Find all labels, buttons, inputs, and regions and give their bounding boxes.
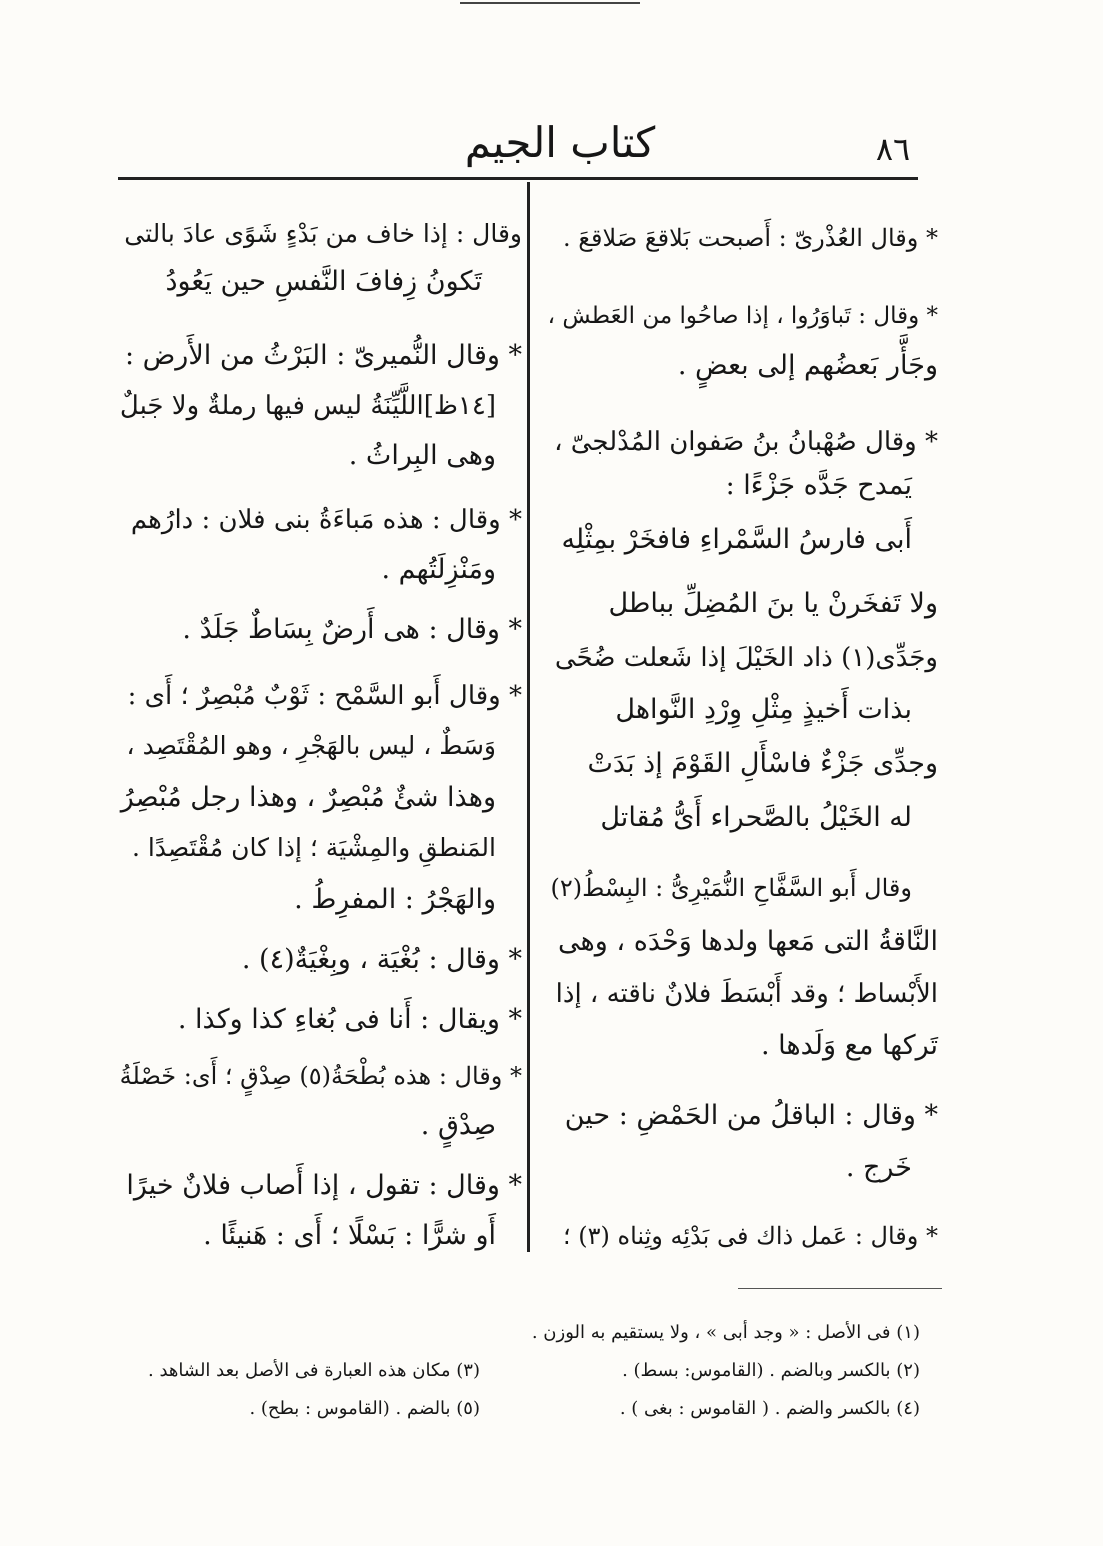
text-line: يَمدح جَدَّه جَزْءًا :	[725, 470, 912, 501]
text-line: خَرج .	[845, 1152, 912, 1183]
verse-line: أَبى فارسُ السَّمْراءِ فافخَرْ بمِثْلِه	[561, 524, 912, 555]
text-line: وهى البِراثُ .	[348, 440, 496, 471]
footnote-rule	[738, 1288, 942, 1289]
text-line: [١٤ظ]اللَّيِّنَةُ ليس فيها رملةٌ ولا جَبلٌ	[119, 391, 496, 421]
header-rule	[118, 177, 918, 180]
text-line: * وقال النُّميرىّ : البَرْثُ من الأَرض :	[124, 340, 522, 371]
footnote-3: (٣) مكان هذه العبارة فى الأصل بعد الشاهد .	[148, 1360, 480, 1381]
text-line: * وقال : بُغْيَة ، وبِغْيَةٌ(٤) .	[241, 944, 522, 975]
verse-line: بذات أَخيذٍ مِثْلِ وِرْدِ النَّواهل	[615, 694, 912, 725]
text-line: الأَبْساط ؛ وقد أَبْسَطَ فلانٌ ناقته ، إذا	[555, 979, 938, 1009]
verse-line: تَكونُ زِفافَ النَّفسِ حين يَعُودُ	[165, 266, 482, 297]
text-line: * وقال : هى أَرضٌ بِسَاطٌ جَلَدٌ .	[182, 614, 522, 645]
text-line: أَو شرًّا : بَسْلًا ؛ أَى : هَنيئًا .	[203, 1220, 496, 1251]
verse-line: وقال : إذا خاف من بَدْءٍ شَوًى عادَ بالتى	[124, 219, 522, 248]
text-line: تَركها مع وَلَدها .	[760, 1030, 938, 1061]
text-line: * وقال صُهْبانُ بنُ صَفوان المُدْلجىّ ،	[554, 427, 938, 457]
footnote-5: (٥) بالضم . (القاموس : بطح) .	[249, 1398, 480, 1419]
footnote-4: (٤) بالكسر والضم . ( القاموس : بغى ) .	[619, 1398, 920, 1419]
text-line: * وقال : تَباوَرُوا ، إذا صاحُوا من العَطش ،	[547, 303, 938, 329]
text-line: النَّاقةُ التى مَعها ولدها وَحْدَه ، وهى	[558, 926, 938, 957]
page-number: ٨٦	[875, 130, 911, 168]
text-line: * ويقال : أَنا فى بُغاءِ كذا وكذا .	[177, 1004, 522, 1035]
text-line: * وقال : هذه مَباءَةُ بنى فلان : دارُهم	[130, 505, 522, 535]
verse-line: ولا تَفخَرنْ يا بنَ المُضِلِّ بباطل	[608, 588, 938, 619]
footnote-1: (١) فى الأصل : « وجد أبى » ، ولا يستقيم به الوزن .	[531, 1322, 920, 1343]
verse-line: وجدِّى جَزْءٌ فاسْأَلِ القَوْمَ إذ بَدَتْ	[587, 748, 938, 779]
text-line: * وقال : هذه بُطْحَةُ(٥) صِدْقٍ ؛ أَى: خَصْلَةُ	[119, 1062, 522, 1090]
text-line: * وقال : الباقلُ من الحَمْضِ : حين	[564, 1100, 938, 1131]
verse-line: وجَدِّى(١) ذاد الخَيْلَ إذا شَعلت ضُحًى	[554, 643, 938, 673]
text-line: ومَنْزِلَتُهم .	[381, 554, 496, 585]
text-line: وهذا شئٌ مُبْصِرٌ ، وهذا رجل مُبْصِرُ	[120, 782, 496, 813]
text-line: صِدْقٍ .	[420, 1110, 496, 1141]
running-head-title: كتاب الجيم	[464, 118, 656, 167]
text-line: المَنطقِ والمِشْيَة ؛ إذا كان مُقْتَصِدًا .	[131, 833, 496, 862]
text-line: وقال أَبو السَّفَّاحِ النُّمَيْرِىُّ : البِسْطُ(٢)	[550, 874, 912, 902]
footnote-2: (٢) بالكسر وبالضم . (القاموس: بسط) .	[622, 1360, 920, 1381]
text-line: * وقال : تقول ، إذا أَصاب فلانٌ خيرًا	[126, 1170, 522, 1201]
verse-line: له الخَيْلُ بالصَّحراء أَىُّ مُقاتل	[600, 802, 912, 833]
text-line: والهَجْرُ : المفرِطُ .	[294, 884, 496, 915]
text-line: * وقال أَبو السَّمْح : ثَوْبٌ مُبْصِرٌ ؛ أَى :	[127, 681, 522, 711]
text-line: وجَأَّر بَعضُهم إلى بعضٍ .	[677, 350, 938, 381]
text-line: وَسَطٌ ، ليس بالهَجْرِ ، وهو المُقْتَصِد ،	[126, 731, 496, 760]
text-line: * وقال العُذْرىّ : أَصبحت بَلاقعَ صَلاقعَ .	[563, 224, 938, 252]
column-divider	[527, 182, 530, 1252]
text-line: * وقال : عَمل ذاك فى بَدْئِه وثِناه (٣) ؛	[562, 1222, 938, 1250]
top-rule	[460, 2, 640, 4]
